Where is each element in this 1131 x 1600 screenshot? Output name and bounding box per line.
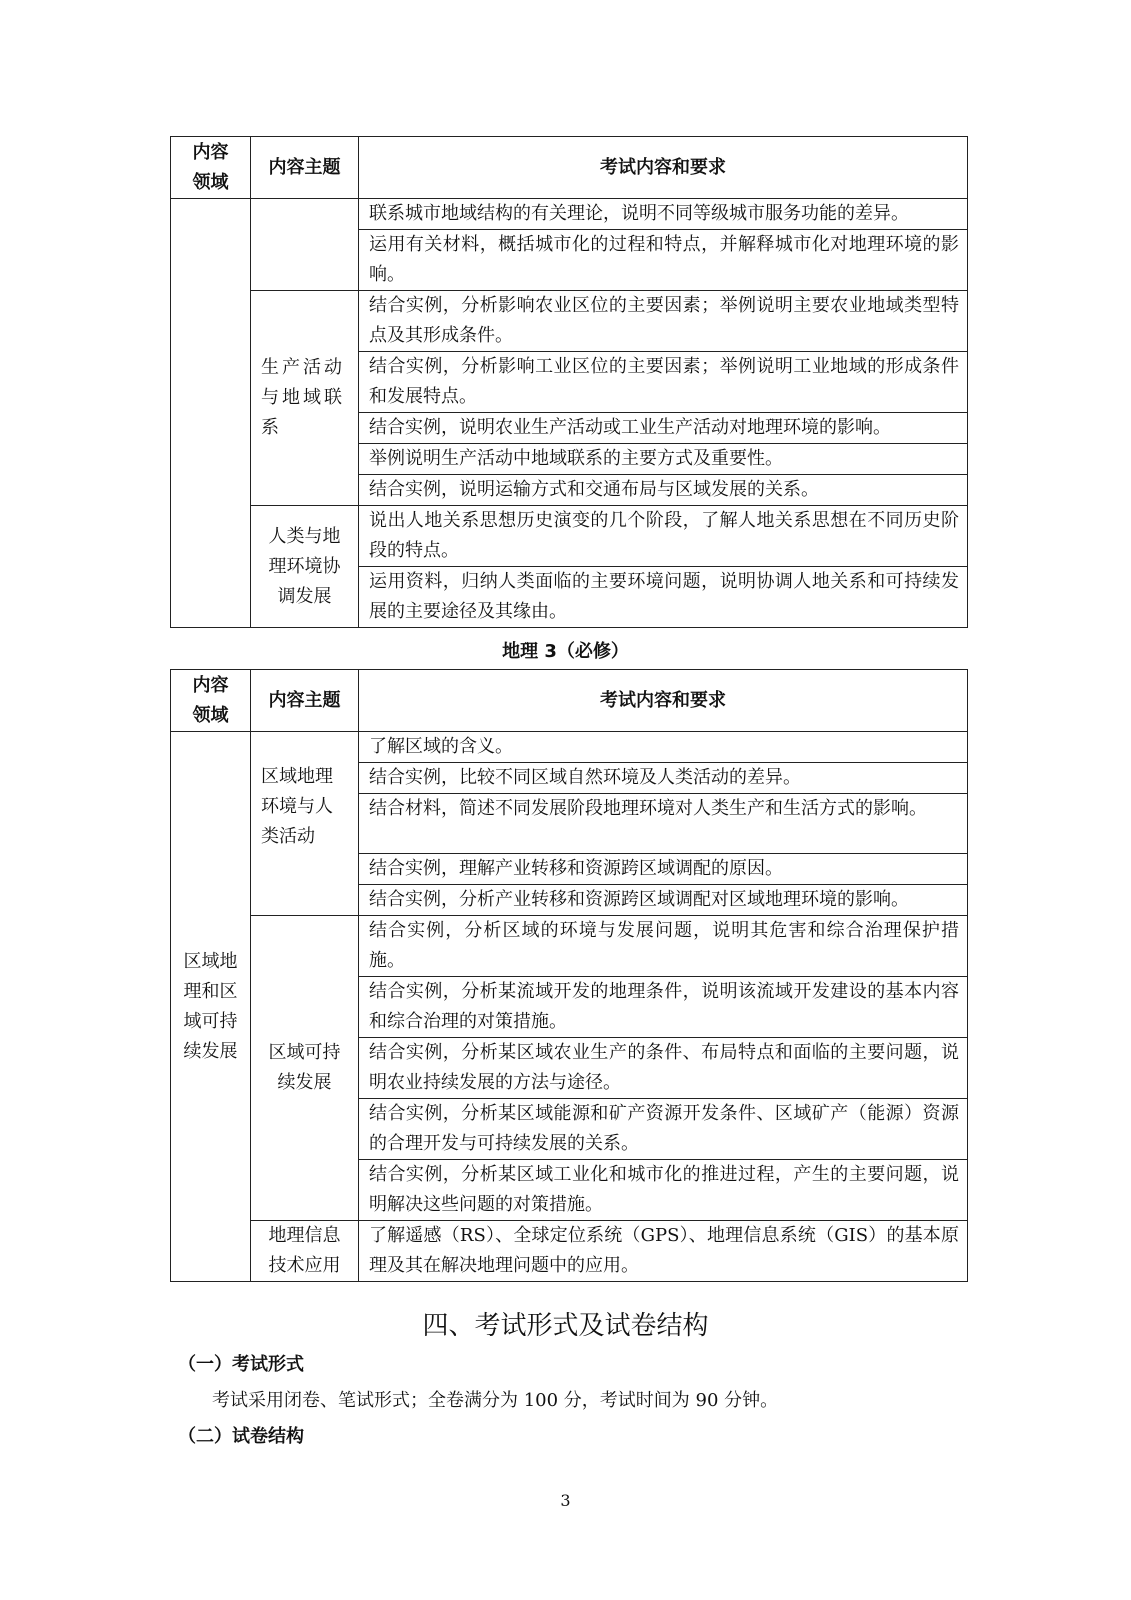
table-row [171, 1221, 968, 1282]
table-row [171, 291, 968, 352]
header-requirements: 考试内容和要求 [359, 137, 968, 199]
topic-human-environment: 人类与地理环境协调发展 [251, 506, 359, 628]
subsection-exam-form: （一）考试形式 [178, 1354, 304, 1375]
subsection-paper-structure: （二）试卷结构 [178, 1426, 304, 1447]
topic-sustainable-development: 区域可持续发展 [251, 916, 359, 1221]
requirement-cell: 结合实例，比较不同区域自然环境及人类活动的差异。 [359, 763, 968, 794]
table-row [171, 916, 968, 977]
requirement-cell: 结合材料，简述不同发展阶段地理环境对人类生产和生活方式的影响。 [359, 794, 968, 854]
table-2-caption: 地理 3（必修） [502, 641, 629, 662]
requirement-cell: 联系城市地域结构的有关理论，说明不同等级城市服务功能的差异。 [359, 199, 968, 230]
requirement-cell: 结合实例，分析某区域能源和矿产资源开发条件、区域矿产（能源）资源的合理开发与可持续发展的关系。 [359, 1099, 968, 1160]
requirement-cell: 结合实例，分析产业转移和资源跨区域调配对区域地理环境的影响。 [359, 885, 968, 916]
requirement-cell: 了解遥感（RS）、全球定位系统（GPS）、地理信息系统（GIS）的基本原理及其在解决地理问题中的应用。 [359, 1221, 968, 1282]
requirement-cell: 运用有关材料，概括城市化的过程和特点，并解释城市化对地理环境的影响。 [359, 230, 968, 291]
content-table-1 [170, 136, 968, 628]
header-topic: 内容主题 [251, 670, 359, 732]
topic-cell-blank [251, 199, 359, 291]
requirement-cell: 结合实例，分析某流域开发的地理条件，说明该流域开发建设的基本内容和综合治理的对策措施。 [359, 977, 968, 1038]
exam-form-paragraph: 考试采用闭卷、笔试形式；全卷满分为 100 分，考试时间为 90 分钟。 [212, 1390, 779, 1411]
requirement-cell: 结合实例，分析影响工业区位的主要因素；举例说明工业地域的形成条件和发展特点。 [359, 352, 968, 413]
requirement-cell: 了解区域的含义。 [359, 732, 968, 763]
requirement-cell: 结合实例，分析某区域工业化和城市化的推进过程，产生的主要问题，说明解决这些问题的对策措施。 [359, 1160, 968, 1221]
table-header-row [171, 670, 968, 732]
table-row [171, 199, 968, 230]
header-domain: 内容领域 [171, 670, 251, 732]
requirement-cell: 结合实例，理解产业转移和资源跨区域调配的原因。 [359, 854, 968, 885]
header-requirements: 考试内容和要求 [359, 670, 968, 732]
requirement-cell: 运用资料，归纳人类面临的主要环境问题，说明协调人地关系和可持续发展的主要途径及其缘由。 [359, 567, 968, 628]
topic-gis-application: 地理信息技术应用 [251, 1221, 359, 1282]
requirement-cell: 结合实例，分析某区域农业生产的条件、布局特点和面临的主要问题，说明农业持续发展的方法与途径。 [359, 1038, 968, 1099]
requirement-cell: 举例说明生产活动中地域联系的主要方式及重要性。 [359, 444, 968, 475]
table-row [171, 506, 968, 567]
table-header-row [171, 137, 968, 199]
table-row [171, 732, 968, 763]
domain-cell-blank [171, 199, 251, 628]
requirement-cell: 说出人地关系思想历史演变的几个阶段，了解人地关系思想在不同历史阶段的特点。 [359, 506, 968, 567]
page-number: 3 [560, 1491, 571, 1510]
requirement-cell: 结合实例，说明农业生产活动或工业生产活动对地理环境的影响。 [359, 413, 968, 444]
section-title: 四、考试形式及试卷结构 [422, 1311, 709, 1341]
header-topic: 内容主题 [251, 137, 359, 199]
requirement-cell: 结合实例，说明运输方式和交通布局与区域发展的关系。 [359, 475, 968, 506]
topic-regional-environment: 区域地理环境与人类活动 [251, 732, 359, 916]
content-table-2 [170, 669, 968, 1282]
requirement-cell: 结合实例，分析区域的环境与发展问题，说明其危害和综合治理保护措施。 [359, 916, 968, 977]
header-domain: 内容领域 [171, 137, 251, 199]
requirement-cell: 结合实例，分析影响农业区位的主要因素；举例说明主要农业地域类型特点及其形成条件。 [359, 291, 968, 352]
domain-regional-geography: 区域地理和区域可持续发展 [171, 732, 251, 1282]
topic-production-activity: 生产活动与地域联系 [251, 291, 359, 506]
